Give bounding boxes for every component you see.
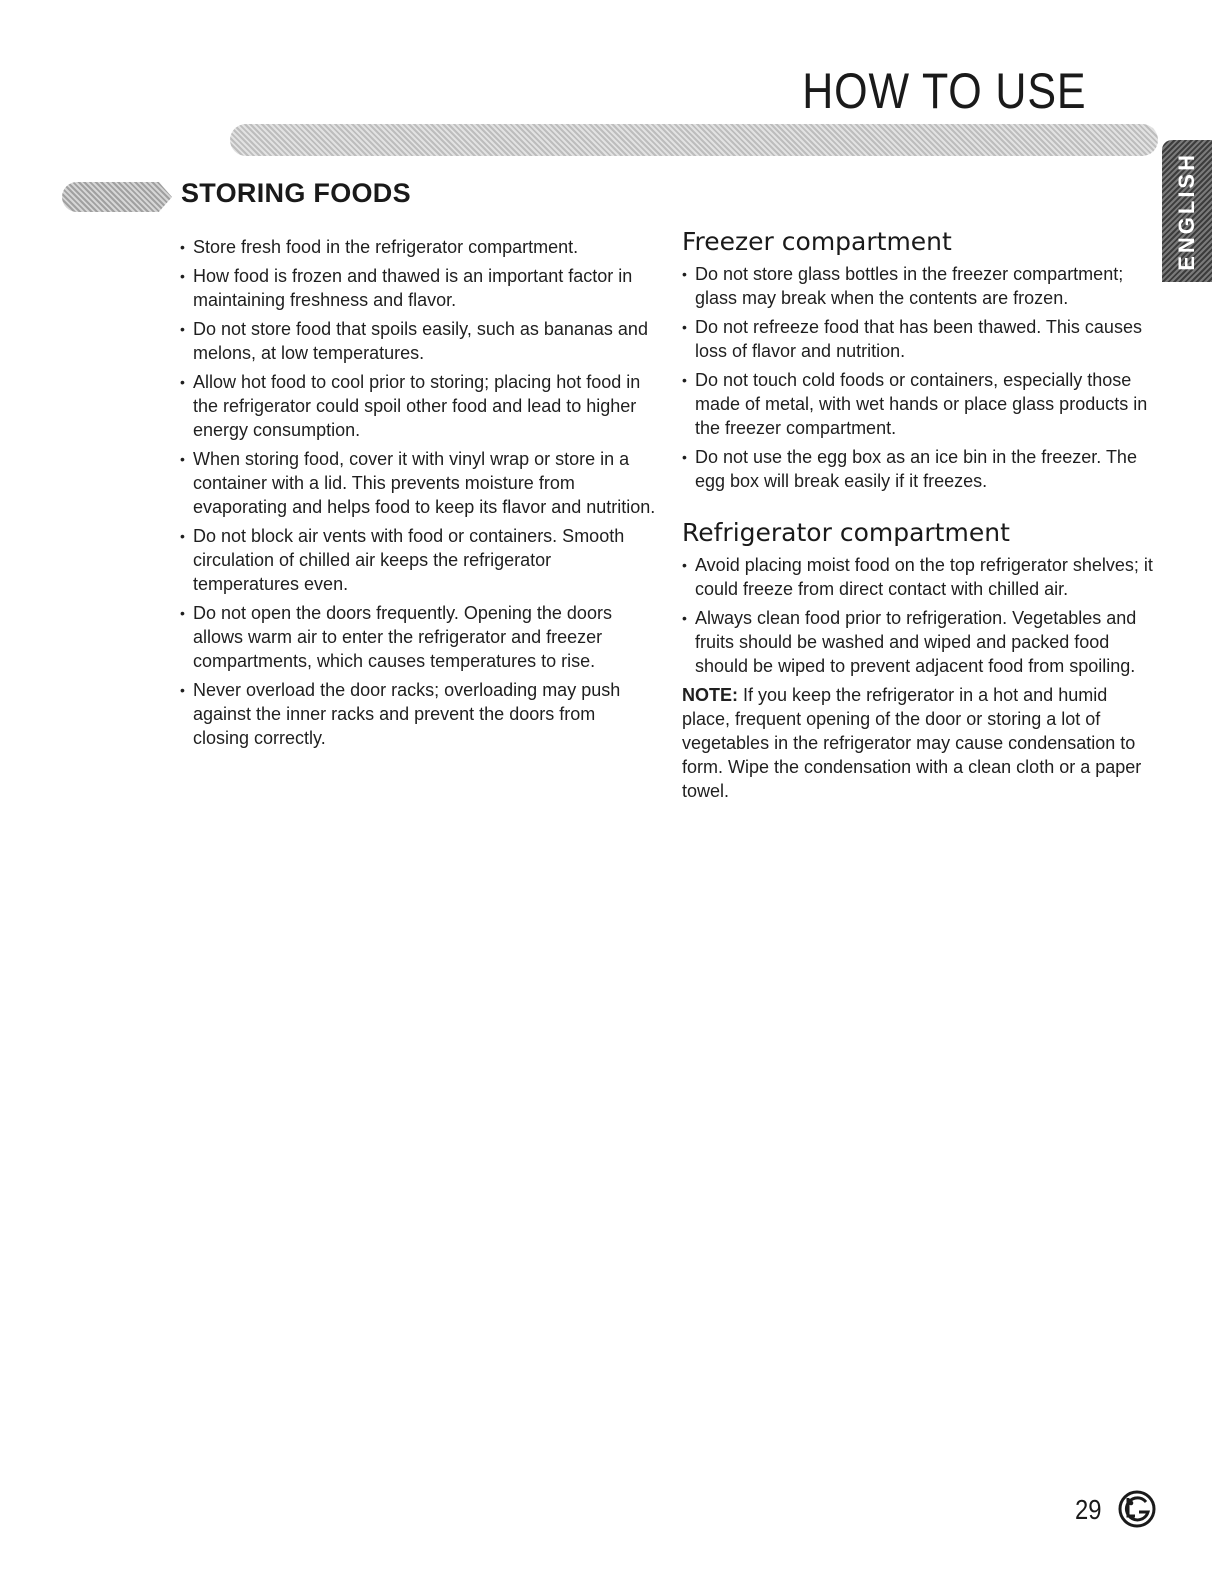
note-label: NOTE: [682,685,738,705]
list-item: • Allow hot food to cool prior to storing; placing hot food in the refrigerator could spoil other food and lead to higher energy consumption. [180,370,656,442]
refrigerator-tips-list [682,553,1156,678]
list-item: • Avoid placing moist food on the top refrigerator shelves; it could freeze from direct contact with chilled air. [682,553,1156,601]
header-decorative-bar [230,124,1158,156]
page-title: HOW TO USE [801,63,1086,119]
freezer-heading: Freezer compartment [682,227,952,256]
list-item: • Do not block air vents with food or containers. Smooth circulation of chilled air keeps the refrigerator temperatures even. [180,524,656,596]
list-item: • Do not refreeze food that has been thawed. This causes loss of flavor and nutrition. [682,315,1156,363]
list-item: • Do not open the doors frequently. Opening the doors allows warm air to enter the refrigerator and freezer compartments, which causes temperatures to rise. [180,601,656,673]
list-item: • Store fresh food in the refrigerator compartment. [180,235,656,259]
refrigerator-heading: Refrigerator compartment [682,518,1010,547]
list-item: • Never overload the door racks; overloading may push against the inner racks and prevent the doors from closing correctly. [180,678,656,750]
page-number: 29 [1075,1494,1102,1525]
lg-logo-icon [1118,1490,1156,1528]
list-item: • Always clean food prior to refrigeration. Vegetables and fruits should be washed and wiped and packed food should be wiped to prevent adjacent food from spoiling. [682,606,1156,678]
language-tab-label: ENGLISH [1174,151,1199,271]
note-paragraph [682,683,1156,803]
list-item: • Do not store food that spoils easily, such as bananas and melons, at low temperatures. [180,317,656,365]
storing-tips-list [180,235,656,750]
left-column [180,235,656,755]
list-item: • When storing food, cover it with vinyl wrap or store in a container with a lid. This prevents moisture from evaporating and helps food to keep its flavor and nutrition. [180,447,656,519]
section-title: STORING FOODS [181,178,411,208]
list-item: • Do not store glass bottles in the freezer compartment; glass may break when the contents are frozen. [682,262,1156,310]
list-item: • Do not touch cold foods or containers, especially those made of metal, with wet hands or place glass products in the freezer compartment. [682,368,1156,440]
note-text: If you keep the refrigerator in a hot and humid place, frequent opening of the door or storing a lot of vegetables in the refrigerator may cause condensation to form. Wipe the condensation with a clean cloth or a paper towel. [682,685,1142,801]
freezer-tips-list [682,262,1156,493]
section-marker-pill [62,182,172,212]
right-column [682,227,1156,803]
language-tab [1162,140,1212,282]
list-item: • How food is frozen and thawed is an important factor in maintaining freshness and flavor. [180,264,656,312]
list-item: • Do not use the egg box as an ice bin in the freezer. The egg box will break easily if it freezes. [682,445,1156,493]
